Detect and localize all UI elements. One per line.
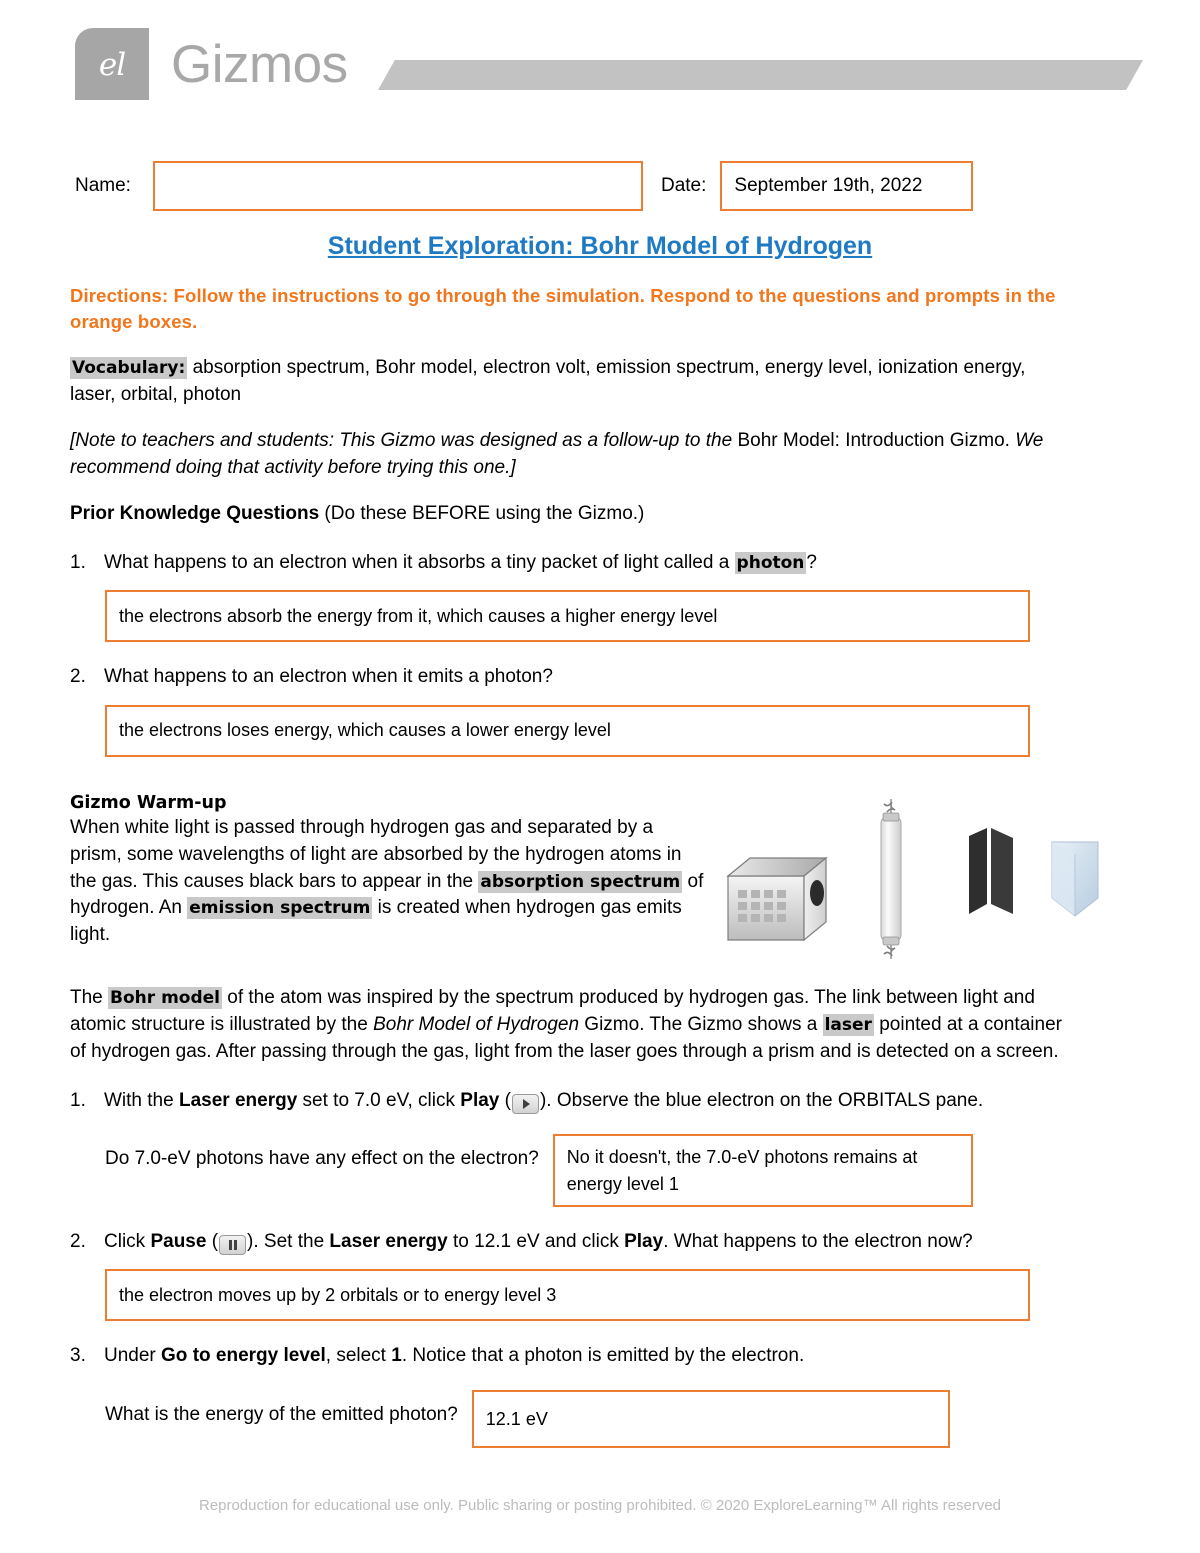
vocabulary-paragraph: [70, 355, 1070, 409]
slit-screen-icon: [967, 826, 1017, 921]
q2-d: ). Set the: [247, 1230, 330, 1252]
warmup-gizmo-name: Bohr Model of Hydrogen: [373, 1013, 580, 1035]
q1-play-term: Play: [460, 1089, 500, 1111]
question-text: [104, 550, 1070, 577]
vocabulary-terms: absorption spectrum, Bohr model, electron volt, emission spectrum, energy level, ionization energy, laser, orbital, photon: [70, 356, 1026, 405]
glass-prism-icon: [1049, 836, 1101, 926]
q1-c: set to 7.0 eV, click: [297, 1089, 461, 1111]
warmup-paragraph-1: [70, 815, 705, 948]
question-number: 1.: [70, 551, 86, 573]
vocab-highlight-absorption-spectrum: absorption spectrum: [480, 871, 681, 892]
q1-f: ). Observe the blue electron on the ORBITALS pane.: [539, 1089, 984, 1111]
prior-knowledge-heading-bold: Prior Knowledge Questions: [70, 502, 320, 524]
activity-q3-prompt: What is the energy of the emitted photon?: [105, 1403, 458, 1425]
vocab-highlight-emission-spectrum: emission spectrum: [189, 898, 371, 919]
play-icon[interactable]: [512, 1094, 539, 1114]
answer-box-prior-1[interactable]: the electrons absorb the energy from it, which causes a higher energy level: [105, 590, 1030, 642]
name-date-row: [75, 161, 1125, 211]
prior-question-1: [70, 550, 1070, 577]
question-text: [104, 1229, 1070, 1256]
warmup-p2-b: of the atom was inspired by the spectrum produced by hydrogen gas. The link between light and atomic structure is illustrated by the: [70, 986, 1035, 1035]
prior-knowledge-heading: [70, 501, 1070, 528]
teacher-note-tail: We recommend doing that activity before trying this one.]: [70, 429, 1044, 478]
answer-box-prior-2[interactable]: the electrons loses energy, which causes a lower energy level: [105, 705, 1030, 757]
warmup-p2-d: pointed at a container of hydrogen gas. After passing through the gas, light from the laser goes through a prism and is detected on a screen.: [70, 1013, 1062, 1062]
q2-c: (: [206, 1230, 219, 1252]
q3-level-value: 1: [391, 1345, 402, 1367]
q3-a: Under: [104, 1345, 162, 1367]
warmup-text-column: [70, 791, 705, 948]
q3-go-to-energy-level-term: Go to energy level: [161, 1345, 326, 1367]
teacher-note-gizmo-name: Bohr Model: Introduction: [737, 429, 945, 451]
explorelearning-mark-icon: [75, 28, 149, 100]
copyright-footer: Reproduction for educational use only. Public sharing or posting prohibited. © 2020 ExploreLearning™ All rights reserved: [198, 1497, 1002, 1514]
question-text-after: ?: [806, 551, 817, 573]
warmup-paragraph-2: [70, 985, 1070, 1066]
q2-h: . What happens to the electron now?: [663, 1230, 973, 1252]
warmup-p1-c: is created when hydrogen gas emits light.: [70, 897, 682, 945]
pause-icon[interactable]: [219, 1235, 246, 1255]
warmup-p1-b: of hydrogen. An: [70, 870, 704, 919]
q1-laser-energy-term: Laser energy: [178, 1089, 298, 1111]
q1-e: (: [499, 1089, 511, 1111]
prior-knowledge-heading-rest: (Do these BEFORE using the Gizmo.): [319, 502, 645, 524]
question-number: 3.: [70, 1345, 86, 1367]
q2-laser-energy-term: Laser energy: [329, 1230, 448, 1252]
activity-question-2: [70, 1229, 1070, 1256]
activity-q1-answer-row: [105, 1134, 1070, 1206]
warmup-p1-a: When white light is passed through hydrogen gas and separated by a prism, some wavelengths of light are absorbed by the hydrogen atoms in the gas. This causes black bars to appear in the: [70, 817, 682, 892]
header-decorative-bar: [378, 60, 1143, 90]
brand-wordmark: Gizmos: [171, 34, 348, 94]
date-input[interactable]: September 19th, 2022: [720, 161, 973, 211]
activity-q3-answer-row: [105, 1390, 1070, 1448]
q2-play-term: Play: [624, 1230, 664, 1252]
question-number: 1.: [70, 1089, 86, 1111]
question-text-before: What happens to an electron when it absorbs a tiny packet of light called a: [104, 551, 735, 573]
answer-box-activity-1[interactable]: No it doesn't, the 7.0-eV photons remains at energy level 1: [553, 1134, 973, 1206]
spectroscopy-apparatus-illustration: [719, 791, 1064, 966]
vocab-highlight-photon: photon: [736, 552, 805, 573]
name-input[interactable]: [153, 161, 643, 211]
vocab-highlight-bohr-model: Bohr model: [110, 987, 220, 1008]
light-source-box-icon: [724, 846, 844, 956]
question-number: 2.: [70, 1230, 86, 1252]
teacher-note-mid: Gizmo.: [944, 429, 1016, 451]
question-text: [104, 1088, 1070, 1115]
answer-box-activity-3[interactable]: 12.1 eV: [472, 1390, 950, 1448]
question-number: 2.: [70, 666, 86, 688]
warmup-p2-c: Gizmo. The Gizmo shows a: [579, 1013, 823, 1035]
warmup-heading: Gizmo Warm-up: [70, 792, 227, 813]
hydrogen-gas-tube-icon: [869, 791, 913, 966]
q2-f: to 12.1 eV and click: [447, 1230, 625, 1252]
teacher-note: [70, 428, 1070, 482]
answer-box-activity-2[interactable]: the electron moves up by 2 orbitals or to energy level 3: [105, 1269, 1030, 1321]
q2-pause-term: Pause: [150, 1230, 207, 1252]
date-label: Date:: [660, 175, 707, 196]
question-text: What happens to an electron when it emits a photon?: [104, 666, 553, 688]
gizmo-warmup-section: [70, 791, 1070, 966]
page-title: Student Exploration: Bohr Model of Hydrogen: [327, 232, 873, 260]
question-text: [104, 1343, 1070, 1370]
name-label: Name:: [75, 175, 131, 196]
brand-mark-glyph: el: [98, 46, 126, 83]
gizmos-logo: [75, 28, 348, 100]
directions-text: Directions: Follow the instructions to go through the simulation. Respond to the questions and prompts in the orange boxes.: [70, 285, 1056, 333]
q3-e: . Notice that a photon is emitted by the electron.: [401, 1345, 805, 1367]
q1-a: With the: [104, 1089, 179, 1111]
activity-question-3: [70, 1343, 1070, 1370]
vocab-highlight-laser: laser: [824, 1014, 872, 1035]
prior-question-2: [70, 664, 1070, 691]
warmup-p2-a: The: [70, 986, 109, 1008]
activity-q1-prompt: Do 7.0-eV photons have any effect on the electron?: [105, 1148, 539, 1170]
document-body: [70, 283, 1070, 1448]
vocabulary-label: Vocabulary:: [72, 357, 186, 378]
activity-question-1: [70, 1088, 1070, 1115]
teacher-note-intro: [Note to teachers and students: This Gizmo was designed as a follow-up to the: [70, 429, 738, 451]
q2-a: Click: [104, 1230, 151, 1252]
q3-c: , select: [325, 1345, 392, 1367]
